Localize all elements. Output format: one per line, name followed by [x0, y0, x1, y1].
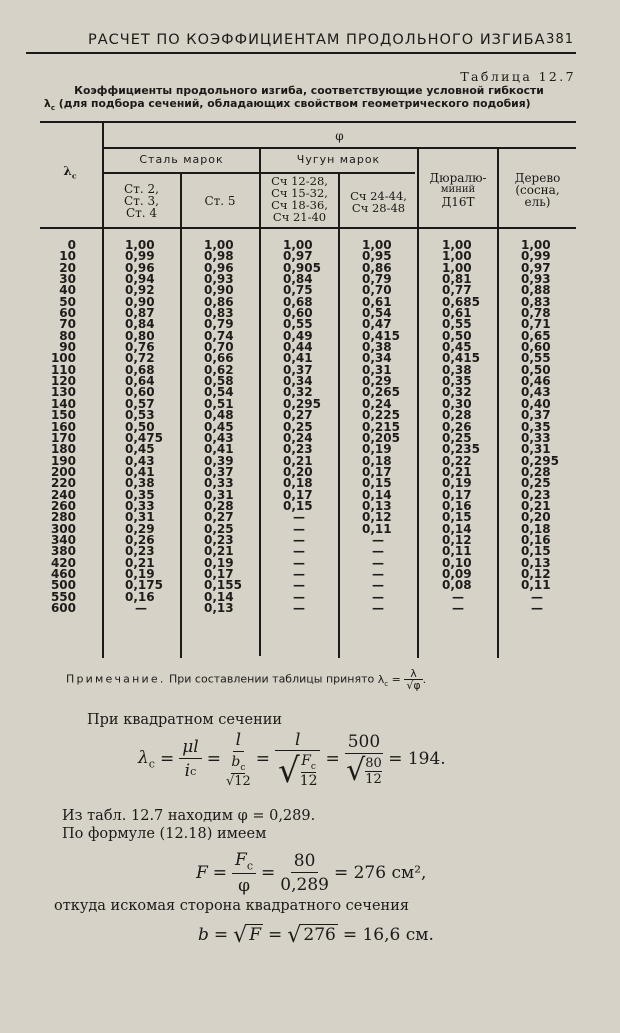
duralumin-column: [442, 240, 480, 614]
table-cell: 0,11: [362, 521, 392, 536]
table-cell: 0,71: [521, 317, 551, 332]
table-cell: —: [293, 521, 305, 536]
table-cell: 0,54: [362, 306, 392, 321]
table-cell: 0,96: [125, 260, 155, 275]
table-cell: 110: [50, 362, 76, 377]
table-cell: 0,08: [442, 578, 472, 593]
header-lambda: $\lambda_c$: [63, 164, 77, 181]
table-cell: 0,215: [362, 419, 400, 434]
table-cell: 0,96: [204, 260, 234, 275]
table-cell: 0,225: [362, 408, 400, 423]
table-cell: 150: [50, 408, 76, 423]
table-cell: 0,26: [442, 419, 472, 434]
table-cell: 0,15: [442, 510, 472, 525]
table-cell: 1,00: [521, 238, 551, 252]
table-cell: 0,64: [125, 374, 155, 389]
table-cell: —: [293, 532, 305, 547]
table-cell: 0,48: [204, 408, 234, 423]
table-cell: 0,51: [204, 396, 234, 411]
table-cell: 0,50: [442, 328, 472, 343]
paragraph-side-length: откуда искомая сторона квадратного сечения: [54, 898, 410, 914]
table-cell: —: [372, 544, 384, 559]
table-cell: 0,61: [362, 294, 392, 309]
table-cell: 0,18: [283, 476, 313, 491]
table-cell: 0,97: [521, 260, 551, 275]
table-cell: 0,50: [125, 419, 155, 434]
formula-side: b = √ F = √ 276 = 16,6 см.: [198, 922, 434, 948]
table-cell: 0,18: [362, 453, 392, 468]
table-cell: 0,16: [125, 589, 155, 604]
header-castiron-group: Чугун марок: [296, 153, 381, 166]
table-cell: 0,21: [204, 544, 234, 559]
table-cell: 0,21: [283, 453, 313, 468]
table-cell: 0,19: [204, 555, 234, 570]
table-cell: 0,45: [442, 340, 472, 355]
table-cell: 0,76: [125, 340, 155, 355]
table-cell: 0,30: [442, 396, 472, 411]
table-cell: 0,33: [204, 476, 234, 491]
table-cell: 0,205: [362, 430, 400, 445]
table-cell: 0,37: [204, 464, 234, 479]
table-cell: —: [531, 601, 543, 615]
header-bottom-rule: [40, 227, 576, 229]
table-cell: 0: [67, 238, 76, 252]
table-cell: 0,55: [283, 317, 313, 332]
table-cell: 0,74: [204, 328, 234, 343]
table-cell: 0,475: [125, 430, 163, 445]
table-cell: 0,14: [362, 487, 392, 502]
table-cell: 0,70: [362, 283, 392, 298]
header-steel-st5: Ст. 5: [204, 194, 236, 208]
table-cell: 0,38: [442, 362, 472, 377]
table-cell: 0,61: [442, 306, 472, 321]
table-cell: 0,28: [521, 464, 551, 479]
table-cell: 0,62: [204, 362, 234, 377]
table-cell: 0,37: [521, 408, 551, 423]
table-cell: 0,21: [521, 498, 551, 513]
table-cell: 0,90: [125, 294, 155, 309]
table-cell: —: [293, 589, 305, 604]
table-cell: 1,00: [125, 238, 155, 252]
header-steel-st234: Ст. 2, Ст. 3, Ст. 4: [124, 182, 159, 220]
table-cell: 120: [50, 374, 76, 389]
table-cell: 0,87: [125, 306, 155, 321]
table-cell: 0,24: [362, 396, 392, 411]
table-cell: 0,45: [204, 419, 234, 434]
table-cell: —: [293, 601, 305, 615]
table-cell: —: [135, 601, 147, 615]
table-cell: 190: [50, 453, 76, 468]
table-cell: 0,415: [442, 351, 480, 366]
table-cell: 90: [59, 340, 76, 355]
table-cell: 0,43: [521, 385, 551, 400]
table-cell: 0,99: [521, 249, 551, 264]
table-cell: 0,29: [125, 521, 155, 536]
table-cell: 0,28: [442, 408, 472, 423]
table-cell: 0,80: [125, 328, 155, 343]
table-cell: 0,65: [521, 328, 551, 343]
table-cell: 0,41: [283, 351, 313, 366]
table-cell: 0,16: [521, 532, 551, 547]
table-cell: —: [452, 601, 464, 615]
table-cell: 300: [50, 521, 76, 536]
table-cell: 0,265: [362, 385, 400, 400]
steel-st234-column: [125, 240, 163, 614]
table-cell: 0,24: [283, 430, 313, 445]
table-cell: 0,94: [125, 272, 155, 287]
table-cell: 0,75: [283, 283, 313, 298]
table-cell: 340: [50, 532, 76, 547]
table-cell: —: [531, 589, 543, 604]
table-cell: 0,15: [283, 498, 313, 513]
table-cell: 0,10: [442, 555, 472, 570]
table-cell: 160: [50, 419, 76, 434]
table-cell: 0,60: [125, 385, 155, 400]
table-cell: 0,155: [204, 578, 242, 593]
table-cell: 600: [50, 601, 76, 615]
header-steel-group: Сталь марок: [139, 153, 224, 166]
table-cell: 0,99: [125, 249, 155, 264]
table-cell: 0,905: [283, 260, 321, 275]
note-formula: $\lambda_c$ = $\frac{\lambda}{√\varphi}$ .: [377, 667, 427, 692]
table-cell: 0,39: [204, 453, 234, 468]
table-cell: 80: [59, 328, 76, 343]
table-cell: 0,33: [125, 498, 155, 513]
paragraph-square-section: При квадратном сечении: [87, 712, 283, 728]
header-castiron-sch24-28: Сч 24-44, Сч 28-48: [350, 189, 407, 215]
table-cell: 0,17: [204, 566, 234, 581]
table-cell: —: [372, 555, 384, 570]
note-text: При составлении таблицы принято: [169, 672, 375, 686]
table-cell: 0,15: [521, 544, 551, 559]
chapter-title: РАСЧЕТ ПО КОЭФФИЦИЕНТАМ ПРОДОЛЬНОГО ИЗГИБА: [88, 32, 546, 48]
table-cell: 40: [59, 283, 76, 298]
table-cell: 0,45: [125, 442, 155, 457]
table-cell: 0,13: [521, 555, 551, 570]
table-cell: 0,55: [521, 351, 551, 366]
table-cell: 0,84: [125, 317, 155, 332]
table-cell: 0,23: [283, 442, 313, 457]
caption-line-1: Коэффициенты продольного изгиба, соответствующие условной гибкости: [74, 84, 544, 97]
table-cell: 0,295: [283, 396, 321, 411]
table-cell: 0,31: [362, 362, 392, 377]
col-rule-5: [417, 148, 419, 658]
table-cell: 260: [50, 498, 76, 513]
castiron-sch12-21-column: [283, 240, 321, 614]
table-cell: 1,00: [204, 238, 234, 252]
table-cell: 0,78: [521, 306, 551, 321]
table-cell: 0,46: [521, 374, 551, 389]
col-rule-2: [180, 172, 182, 658]
table-cell: 0,19: [362, 442, 392, 457]
table-cell: 30: [59, 272, 76, 287]
table-cell: 0,95: [362, 249, 392, 264]
table-cell: 60: [59, 306, 76, 321]
table-cell: —: [372, 601, 384, 615]
table-cell: 0,44: [283, 340, 313, 355]
table-cell: 0,49: [283, 328, 313, 343]
table-cell: 420: [50, 555, 76, 570]
table-cell: 0,34: [362, 351, 392, 366]
table-cell: 50: [59, 294, 76, 309]
table-cell: 0,34: [283, 374, 313, 389]
table-cell: 20: [59, 260, 76, 275]
table-cell: 1,00: [442, 249, 472, 264]
table-cell: 0,35: [125, 487, 155, 502]
table-cell: 0,54: [204, 385, 234, 400]
table-cell: 0,14: [204, 589, 234, 604]
table-cell: 0,28: [204, 498, 234, 513]
table-cell: 0,25: [442, 430, 472, 445]
table-cell: 0,415: [362, 328, 400, 343]
formula-lambda-c: $\lambda_c$ = μl i c = l $b_c$ √12 = l √ $F_c$ 12 = 500 √ 80 12 = 194.: [138, 730, 446, 791]
paragraph-formula-ref: По формуле (12.18) имеем: [62, 826, 267, 842]
table-top-rule: [40, 121, 576, 123]
table-cell: 0,22: [442, 453, 472, 468]
table-cell: —: [293, 510, 305, 525]
table-cell: 0,38: [125, 476, 155, 491]
table-cell: 0,93: [521, 272, 551, 287]
table-cell: 240: [50, 487, 76, 502]
table-cell: 0,86: [204, 294, 234, 309]
table-cell: 0,72: [125, 351, 155, 366]
table-cell: 0,43: [204, 430, 234, 445]
table-cell: 0,83: [204, 306, 234, 321]
table-cell: 0,23: [521, 487, 551, 502]
table-cell: 0,68: [125, 362, 155, 377]
table-cell: 0,27: [283, 408, 313, 423]
table-cell: 0,98: [204, 249, 234, 264]
table-cell: 0,13: [204, 601, 234, 615]
phi-rule: [103, 147, 576, 149]
table-cell: 0,11: [442, 544, 472, 559]
table-cell: 0,84: [283, 272, 313, 287]
table-cell: —: [372, 578, 384, 593]
table-cell: 0,79: [362, 272, 392, 287]
col-rule-6: [497, 148, 499, 658]
table-cell: —: [452, 589, 464, 604]
table-cell: 10: [59, 249, 76, 264]
table-cell: 0,11: [521, 578, 551, 593]
table-cell: 0,40: [521, 396, 551, 411]
table-cell: 0,90: [204, 283, 234, 298]
table-label: Таблица 12.7: [460, 69, 576, 84]
table-note: [66, 668, 426, 691]
table-cell: 0,43: [125, 453, 155, 468]
table-cell: 0,235: [442, 442, 480, 457]
table-cell: 0,79: [204, 317, 234, 332]
table-cell: 460: [50, 566, 76, 581]
table-cell: 500: [50, 578, 76, 593]
table-cell: 0,23: [204, 532, 234, 547]
table-cell: 1,00: [283, 238, 313, 252]
head-rule: [26, 52, 576, 54]
table-cell: 0,29: [362, 374, 392, 389]
table-cell: 180: [50, 442, 76, 457]
table-cell: 0,19: [442, 476, 472, 491]
table-cell: 0,97: [283, 249, 313, 264]
table-cell: 0,25: [204, 521, 234, 536]
table-cell: 0,33: [521, 430, 551, 445]
table-cell: —: [293, 566, 305, 581]
table-cell: 0,32: [283, 385, 313, 400]
wood-column: [521, 240, 559, 614]
table-cell: 0,12: [442, 532, 472, 547]
table-cell: 0,19: [125, 566, 155, 581]
table-cell: 0,58: [204, 374, 234, 389]
formula-area: F = $\frac{F_c}{\varphi}$ = $\frac{80}{0,289}$ = 276 см²,: [196, 850, 427, 897]
table-cell: 0,21: [442, 464, 472, 479]
table-cell: 0,15: [362, 476, 392, 491]
table-cell: 0,17: [442, 487, 472, 502]
header-wood: Дерево (сосна, ель): [514, 171, 561, 209]
table-cell: —: [372, 532, 384, 547]
table-caption: [44, 84, 574, 114]
table-cell: —: [372, 589, 384, 604]
table-cell: 170: [50, 430, 76, 445]
header-duralumin: Дюралю- миний Д16Т: [429, 171, 487, 209]
table-cell: 0,86: [362, 260, 392, 275]
table-cell: 0,17: [283, 487, 313, 502]
lambda-column: [40, 240, 76, 614]
table-cell: 100: [50, 351, 76, 366]
table-cell: 0,88: [521, 283, 551, 298]
paragraph-phi-found: Из табл. 12.7 находим φ = 0,289.: [62, 808, 316, 824]
table-cell: 0,53: [125, 408, 155, 423]
table-cell: 0,12: [521, 566, 551, 581]
table-cell: 200: [50, 464, 76, 479]
table-cell: 0,60: [283, 306, 313, 321]
lambda-c-symbol: $\lambda_c$: [44, 97, 56, 113]
table-cell: 0,83: [521, 294, 551, 309]
table-cell: 0,31: [521, 442, 551, 457]
table-cell: 0,38: [362, 340, 392, 355]
table-cell: 0,35: [442, 374, 472, 389]
table-cell: 0,685: [442, 294, 480, 309]
table-cell: 0,77: [442, 283, 472, 298]
table-cell: 0,21: [125, 555, 155, 570]
table-cell: 0,66: [204, 351, 234, 366]
page-number: 381: [546, 32, 574, 47]
castiron-sch24-28-column: [362, 240, 400, 614]
col-rule-3: [259, 148, 261, 656]
table-cell: 0,55: [442, 317, 472, 332]
table-cell: 0,41: [125, 464, 155, 479]
table-cell: 0,20: [283, 464, 313, 479]
table-cell: 0,35: [521, 419, 551, 434]
table-cell: 0,32: [442, 385, 472, 400]
table-cell: 0,31: [125, 510, 155, 525]
table-cell: 0,47: [362, 317, 392, 332]
table-cell: 1,00: [442, 260, 472, 275]
table-cell: 0,26: [125, 532, 155, 547]
table-cell: 0,13: [362, 498, 392, 513]
table-cell: 140: [50, 396, 76, 411]
running-head: [78, 30, 578, 52]
table-cell: 70: [59, 317, 76, 332]
table-cell: 0,20: [521, 510, 551, 525]
table-cell: —: [293, 544, 305, 559]
table-cell: 0,17: [362, 464, 392, 479]
table-cell: 380: [50, 544, 76, 559]
table-cell: 0,27: [204, 510, 234, 525]
table-cell: 0,50: [521, 362, 551, 377]
table-cell: 0,57: [125, 396, 155, 411]
table-cell: 0,70: [204, 340, 234, 355]
col-rule-4: [338, 172, 340, 658]
header-castiron-sch12-21: Сч 12-28, Сч 15-32, Сч 18-36, Сч 21-40: [271, 174, 328, 224]
header-phi: φ: [335, 129, 344, 143]
table-cell: 220: [50, 476, 76, 491]
table-cell: 0,295: [521, 453, 559, 468]
note-label: Примечание.: [66, 672, 166, 686]
table-cell: —: [293, 578, 305, 593]
table-cell: 1,00: [362, 238, 392, 252]
table-cell: 280: [50, 510, 76, 525]
table-cell: 1,00: [442, 238, 472, 252]
steel-st5-column: [204, 240, 242, 614]
table-cell: 0,68: [283, 294, 313, 309]
table-cell: 0,175: [125, 578, 163, 593]
table-cell: 130: [50, 385, 76, 400]
table-cell: 0,81: [442, 272, 472, 287]
table-cell: —: [293, 555, 305, 570]
table-cell: 550: [50, 589, 76, 604]
table-cell: 0,09: [442, 566, 472, 581]
table-cell: —: [372, 566, 384, 581]
table-cell: 0,31: [204, 487, 234, 502]
table-cell: 0,25: [521, 476, 551, 491]
table-cell: 0,93: [204, 272, 234, 287]
table-cell: 0,14: [442, 521, 472, 536]
table-cell: 0,25: [283, 419, 313, 434]
table-cell: 0,37: [283, 362, 313, 377]
table-cell: 0,16: [442, 498, 472, 513]
table-cell: 0,41: [204, 442, 234, 457]
table-cell: 0,18: [521, 521, 551, 536]
table-cell: 0,60: [521, 340, 551, 355]
caption-line-2: $\lambda_c$ (для подбора сечений, обладающих свойством геометрического подобия): [44, 97, 531, 113]
table-cell: 0,92: [125, 283, 155, 298]
table-cell: 0,12: [362, 510, 392, 525]
table-cell: 0,23: [125, 544, 155, 559]
